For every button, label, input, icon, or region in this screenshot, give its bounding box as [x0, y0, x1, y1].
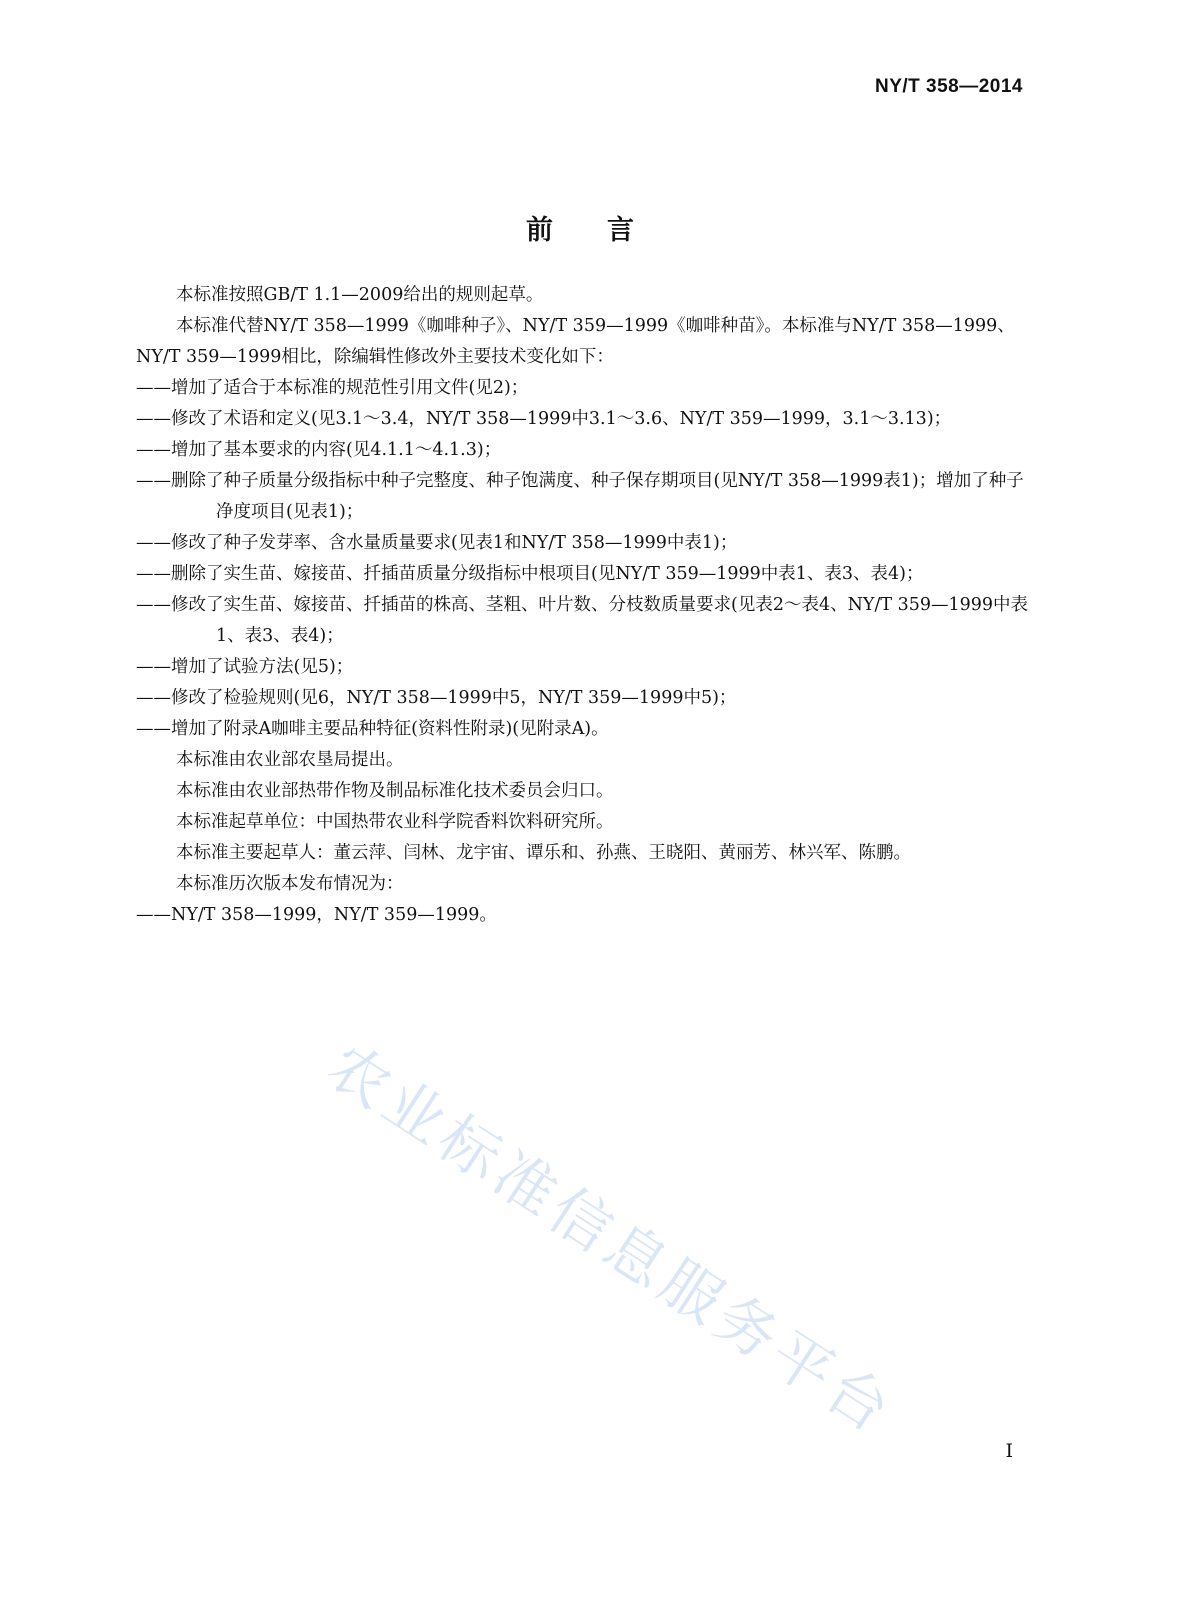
change-item — [136, 683, 1031, 714]
change-item — [136, 590, 1031, 652]
history-item-text: NY/T 358—1999，NY/T 359—1999。 — [171, 905, 497, 925]
paragraph: 本标准按照GB/T 1.1—2009给出的规则起草。 — [176, 285, 544, 305]
dash: —— — [136, 471, 171, 491]
change-item — [136, 373, 1031, 404]
dash: —— — [136, 378, 171, 398]
dash: —— — [136, 564, 171, 584]
standard-code: NY/T 358—2014 — [874, 76, 1023, 97]
dash: —— — [136, 533, 171, 553]
change-item-text: 增加了基本要求的内容(见4.1.1～4.1.3)； — [171, 440, 502, 460]
preface-content — [136, 280, 1031, 931]
change-item — [136, 435, 1031, 466]
change-item — [136, 528, 1031, 559]
paragraph: 本标准历次版本发布情况为： — [176, 874, 404, 894]
dash: —— — [136, 409, 171, 429]
dash: —— — [136, 657, 171, 677]
change-item — [136, 466, 1031, 528]
page-title: 前言 — [526, 215, 688, 247]
page-number: I — [1005, 1440, 1013, 1462]
change-item-text: 删除了实生苗、嫁接苗、扦插苗质量分级指标中根项目(见NY/T 359—1999中表1、表3、表4)； — [171, 564, 924, 584]
change-item-text: 修改了种子发芽率、含水量质量要求(见表1和NY/T 358—1999中表1)； — [171, 533, 738, 553]
dash: —— — [136, 440, 171, 460]
change-item-text: 增加了适合于本标准的规范性引用文件(见2)； — [171, 378, 529, 398]
paragraph: 本标准起草单位：中国热带农业科学院香料饮料研究所。 — [176, 812, 614, 832]
change-item — [136, 559, 1031, 590]
change-item — [136, 652, 1031, 683]
dash: —— — [136, 719, 171, 739]
paragraph: 本标准由农业部热带作物及制品标准化技术委员会归口。 — [176, 781, 614, 801]
paragraph: 本标准代替NY/T 358—1999《咖啡种子》、NY/T 359—1999《咖啡种苗》。本标准与NY/T 358—1999、NY/T 359—1999相比，除编辑性修改外主要技术变化如下： — [136, 316, 1015, 367]
paragraph: 本标准由农业部农垦局提出。 — [176, 750, 404, 770]
change-item — [136, 404, 1031, 435]
change-item-text: 修改了术语和定义(见3.1～3.4，NY/T 358—1999中3.1～3.6、NY/T 359—1999，3.1～3.13)； — [171, 409, 952, 429]
history-item — [136, 900, 1031, 931]
change-item-text: 修改了检验规则(见6，NY/T 358—1999中5，NY/T 359—1999中5)； — [171, 688, 737, 708]
change-item — [136, 714, 1031, 745]
change-item-text: 修改了实生苗、嫁接苗、扦插苗的株高、茎粗、叶片数、分枝数质量要求(见表2～表4、NY/T 359—1999中表1、表3、表4)； — [171, 595, 1029, 646]
dash: —— — [136, 595, 171, 615]
change-item-text: 增加了试验方法(见5)； — [171, 657, 354, 677]
change-item-text: 删除了种子质量分级指标中种子完整度、种子饱满度、种子保存期项目(见NY/T 358—1999表1)；增加了种子净度项目(见表1)； — [171, 471, 1024, 522]
paragraph: 本标准主要起草人：董云萍、闫林、龙宇宙、谭乐和、孙燕、王晓阳、黄丽芳、林兴军、陈鹏。 — [176, 843, 911, 863]
change-item-text: 增加了附录A咖啡主要品种特征(资料性附录)(见附录A)。 — [171, 719, 609, 739]
watermark: 农业标准信息服务平台 — [314, 1030, 907, 1450]
dash: —— — [136, 905, 171, 925]
dash: —— — [136, 688, 171, 708]
